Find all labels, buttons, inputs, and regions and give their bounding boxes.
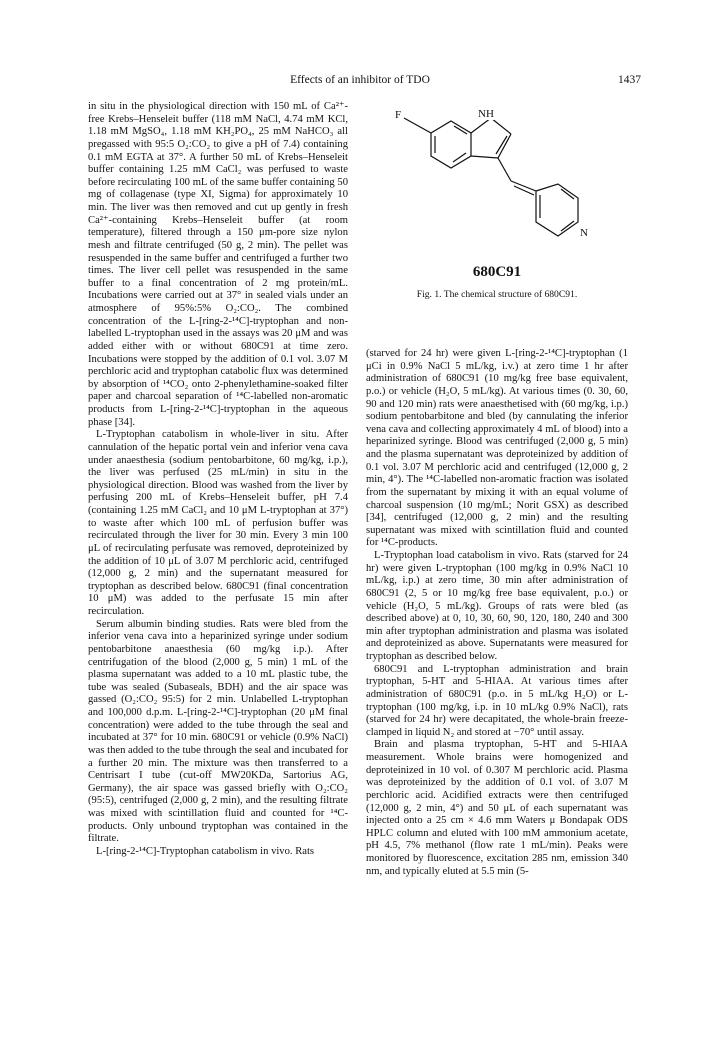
- benzene-ring: [431, 121, 471, 168]
- figure-1: [366, 96, 628, 326]
- left-column: [88, 101, 348, 859]
- paragraph: L-[ring-2-¹⁴C]-Tryptophan catabolism in vivo. Rats: [96, 845, 315, 857]
- compound-name: 680C91: [472, 264, 522, 280]
- atom-label-f: F: [395, 109, 402, 121]
- page-number: 1437: [618, 74, 641, 86]
- paragraph: Brain and plasma tryptophan, 5-HT and 5-HIAA measurement. Whole brains were homogenized and deproteinized in 10 vol. of 0.307 M perchloric acid. Plasma was deproteinized by the addition of 0.1 vol. of 3.07 M perchloric acid. Acidified extracts were then centrifuged (12,000 g, 2 min, 4°) and 50 μL of each supernatant was injected onto a 25 cm × 4.6 mm Waters μ Bondapak ODS HPLC column and eluted with 100 mM ammonium acetate, pH 4.5, 7% methanol (flow rate 1 mL/min). Peaks were monitored by fluorescence, excitation 285 nm, emission 340 nm, and typically eluted at 5.5 min (5-: [366, 739, 628, 877]
- paragraph: Serum albumin binding studies. Rats were bled from the inferior vena cava into a heparinized syringe under sodium pentobarbitone anaesthesia (60 mg/kg i.p.). After centrifugation of the blood (2,000 g, 5 min) 1 mL of the plasma supernatant was added to a 10 mL plastic tube, the tube was sealed (Subaseals, BDH) and the air space was gassed (O₂:CO₂ 95:5) for 2 min. Unlabelled L-tryptophan and 100,000 d.p.m. L-[ring-2-¹⁴C]-tryptophan (20 μM final concentration) were added to the tube through the seal and incubated at 37° for 10 min. 680C91 or vehicle (0.9% NaCl) was then added to the tube through the seal and incubated for a further 20 min. The mixture was then transferred to a Centrisart I tube (cut-off MW20KDa, Sartorius AG, Germany), the air space was gassed briefly with O₂:CO₂ (95:5), centrifuged (2,000 g, 2 min), and the resulting filtrate was mixed with scintillation fluid and counted for ¹⁴C-products. Only unbound tryptophan was contained in the filtrate.: [88, 618, 348, 845]
- running-title: Effects of an inhibitor of TDO: [290, 74, 430, 86]
- atom-label-n: N: [580, 227, 588, 239]
- figure-caption: Fig. 1. The chemical structure of 680C91.: [416, 289, 578, 300]
- paragraph: L-Tryptophan catabolism in whole-liver in situ. After cannulation of the hepatic portal vein and inferior vena cava under anaesthesia (sodium pentobarbitone, 60 mg/kg, i.p.), the liver was perfused (25 mL/min) in situ in the physiological direction. Blood was washed from the liver by perfusing 200 mL of Krebs–Henseleit buffer, pH 7.4 (containing 1.25 mM CaCl₂ and 10 μM L-tryptophan at 37°) to waste after which 100 mL of perfusion buffer was recirculated through the liver for 30 min. Every 3 min 100 μL of recirculating perfusate was removed, deproteinized by the addition of 10 μL of 3.07 M perchloric acid, centrifuged (12,000 g, 2 min) and the supernatant measured for tryptophan as described below. 680C91 (final concentration 10 μM) was added to the perfusate 15 min after recirculation.: [88, 429, 348, 617]
- paragraph: 680C91 and L-tryptophan administration and brain tryptophan, 5-HT and 5-HIAA. At various times after administration of 680C91 (p.o. in 5 mL/kg H₂O) or L-tryptophan (100 mg/kg, i.p. in 10 mL/kg 0.9% NaCl), rats (starved for 24 hr) were decapitated, the whole-brain freeze-clamped in liquid N₂ and stored at −70° until assay.: [366, 663, 628, 738]
- paragraph: in situ in the physiological direction with 150 mL of Ca²⁺-free Krebs–Henseleit buffer (118 mM NaCl, 4.74 mM KCl, 1.18 mM MgSO₄, 1.18 mM KH₂PO₄, 25 mM NaHCO₃ all pregassed with 95:5 O₂:CO₂ to give a pH of 7.4) containing 0.1 mM EGTA at 37°. A further 50 mL of Krebs–Henseleit buffer containing 1.25 mM CaCl₂ was perfused to waste before recirculating 100 mL of the same buffer containing 50 mg of collagenase (type XI, Sigma) for approximately 10 min. The liver was then removed and cut up gently in fresh Ca²⁺-containing Krebs–Henseleit buffer (at room temperature), filtered through a 150 μm-pore size nylon mesh and filtrate centrifuged (50 g, 2 min). The pellet was resuspended in the same buffer and centrifuged a further two times. The liver cell pellet was resuspended in the same buffer to a final concentration of 2 mg protein/mL. Incubations were carried out at 37° in sealed vials under an atmosphere of 95%:5% O₂:CO₂. The combined concentration of the L-[ring-2-¹⁴C]-tryptophan and non-labelled L-tryptophan used in the assays was 20 μM and was added either with or without 680C91 at time zero. Incubations were stopped by the addition of 0.1 vol. 3.07 M perchloric acid and tryptophan catabolic flux was determined by absorption of ¹⁴CO₂ onto 2-phenylethamine-soaked filter paper and charcoal separation of ¹⁴C-labelled non-aromatic products from L-[ring-2-¹⁴C]-tryptophan in the aqueous phase [34].: [88, 101, 348, 428]
- right-column: [366, 348, 628, 878]
- atom-label-nh: NH: [478, 108, 494, 120]
- paragraph: L-Tryptophan load catabolism in vivo. Rats (starved for 24 hr) were given L-tryptophan (100 mg/kg in 0.9% NaCl 10 mL/kg, i.p.) at zero time, 30 min after administration of 680C91 (2, 5 or 10 mg/kg free base equivalent, p.o.) or vehicle (H₂O, 5 mL/kg). Groups of rats were bled (as described above) at 0, 10, 30, 60, 90, 120, 180, 240 and 300 min after tryptophan administration and plasma was isolated and deproteinized as above. Supernatants were measured for tryptophan as described below.: [366, 550, 628, 662]
- paragraph: (starved for 24 hr) were given L-[ring-2-¹⁴C]-tryptophan (1 μCi in 0.9% NaCl 5 mL/kg, i.v.) at zero time 1 hr after administration of 680C91 (10 mg/kg free base equivalent, p.o.) or vehicle (H₂O, 5 mL/kg). At various times (0. 30, 60, 90 and 120 min) rats were anaesthetised with (60 mg/kg, i.p.) sodium pentobarbitone and bled (by cannulating the inferior vena cava and collecting approximately 4 mL of blood) into a heparinized syringe. Blood was centrifuged (2,000 g, 5 min) and the plasma supernatant was deproteinized by addition of 0.1 vol. 3.07 M perchloric acid and centrifuged (12,000 g, 2 min, 4°). The ¹⁴C-labelled non-aromatic fraction was isolated from the supernatant by mixing it with an equal volume of charcoal suspension (10 mg/mL; Norit GSX) as described [34], centrifuged (12,000 g, 2 min) and the resulting supernatant was mixed with scintillation fluid and counted for ¹⁴C-products.: [366, 348, 628, 549]
- pyridine-ring: [536, 184, 578, 236]
- chemical-structure: [366, 96, 628, 261]
